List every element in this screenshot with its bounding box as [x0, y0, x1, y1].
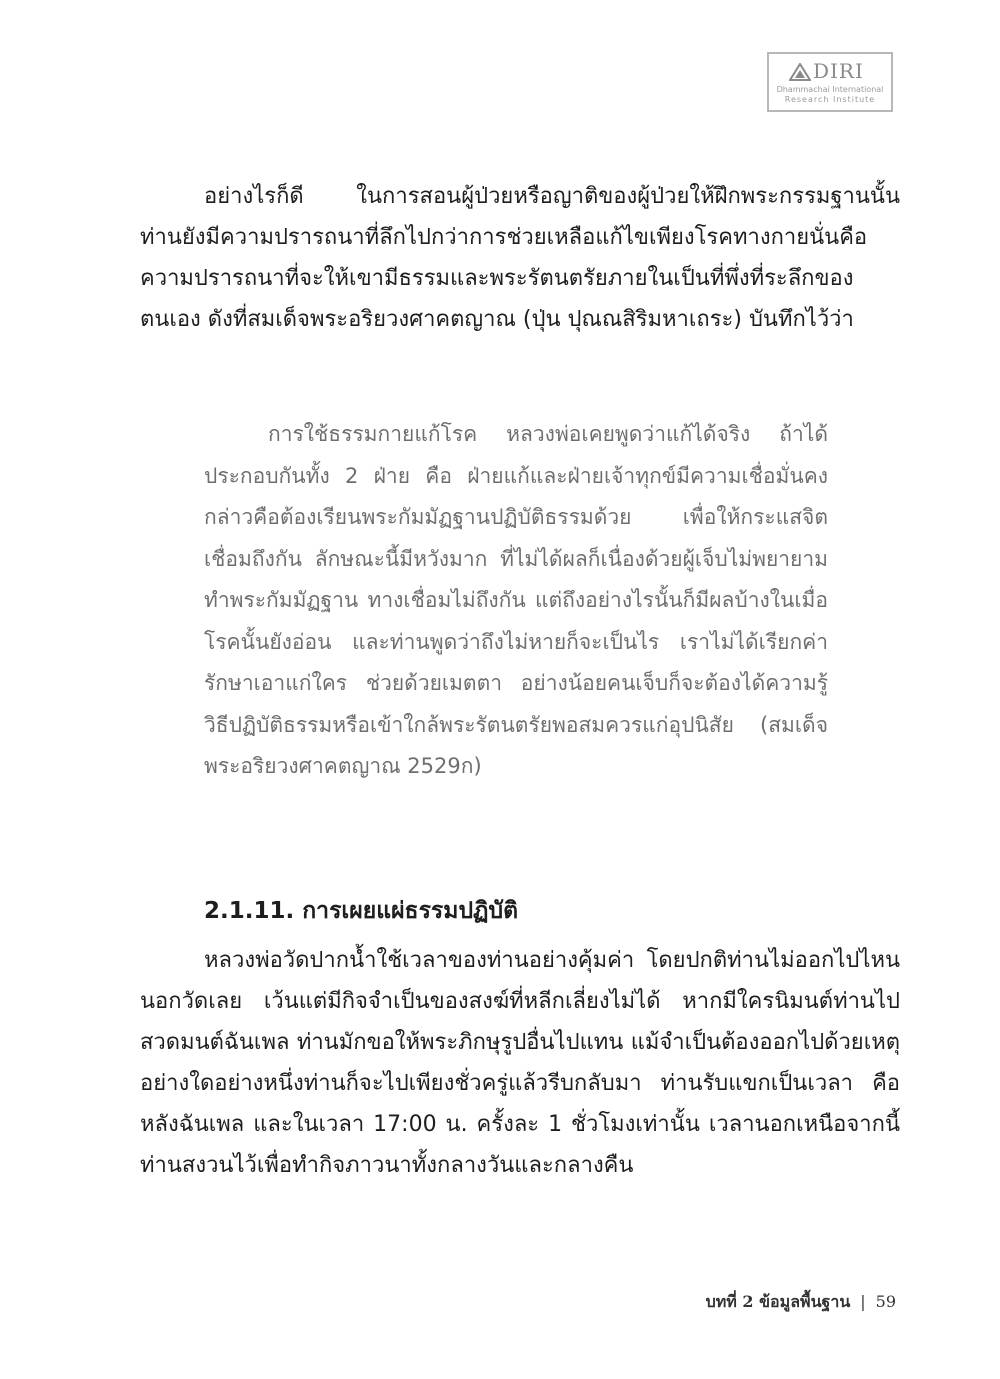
footer-separator: | — [860, 1292, 866, 1311]
section-heading: 2.1.11. การเผยแผ่ธรรมปฏิบัติ — [204, 898, 519, 924]
page-number: 59 — [875, 1292, 896, 1311]
logo-subtitle-line1: Dhammachai International — [776, 85, 884, 94]
body-paragraph-2: หลวงพ่อวัดปากน้ำใช้เวลาของท่านอย่างคุ้มค่า โดยปกติท่านไม่ออกไปไหนนอกวัดเลย เว้นแต่มีกิจจำเป็นของสงฆ์ที่หลีกเลี่ยงไม่ได้ หากมีใครนิมนต์ท่านไปสวดมนต์ฉันเพล ท่านมักขอให้พระภิกษุรูปอื่นไปแทน แม้จำเป็นต้องออกไปด้วยเหตุอย่างใดอย่างหนึ่งท่านก็จะไปเพียงชั่วครู่แล้วรีบกลับมา ท่านรับแขกเป็นเวลา คือหลังฉันเพล และในเวลา 17:00 น. ครั้งละ 1 ชั่วโมงเท่านั้น เวลานอกเหนือจากนี้ท่านสงวนไว้เพื่อทำกิจภาวนาทั้งกลางวันและกลางคืน — [140, 948, 900, 1178]
page-footer — [706, 1290, 896, 1315]
body-paragraph-1: อย่างไรก็ดี ในการสอนผู้ป่วยหรือญาติของผู้ป่วยให้ฝึกพระกรรมฐานนั้น ท่านยังมีความปรารถนาที่ลึกไปกว่าการช่วยเหลือแก้ไขเพียงโรคทางกายนั่นคือความปรารถนาที่จะให้เขามีธรรมและพระรัตนตรัยภายในเป็นที่พึ่งที่ระลึกของตนเอง ดังที่สมเด็จพระอริยวงศาคตญาณ (ปุ่น ปุณณสิริมหาเถระ) บันทึกไว้ว่า — [140, 184, 900, 332]
diri-logo — [767, 52, 893, 112]
logo-subtitle-line2: Research Institute — [784, 95, 876, 104]
footer-chapter-title: บทที่ 2 ข้อมูลพื้นฐาน — [705, 1292, 851, 1311]
logo-name: DIRI — [813, 59, 864, 83]
block-quote: การใช้ธรรมกายแก้โรค หลวงพ่อเคยพูดว่าแก้ได้จริง ถ้าได้ประกอบกันทั้ง 2 ฝ่าย คือ ฝ่ายแก้และฝ่ายเจ้าทุกข์มีความเชื่อมั่นคง กล่าวคือต้องเรียนพระกัมมัฏฐานปฏิบัติธรรมด้วย เพื่อให้กระแสจิตเชื่อมถึงกัน ลักษณะนี้มีหวังมาก ที่ไม่ได้ผลก็เนื่องด้วยผู้เจ็บไม่พยายามทำพระกัมมัฏฐาน ทางเชื่อมไม่ถึงกัน แต่ถึงอย่างไรนั้นก็มีผลบ้างในเมื่อโรคนั้นยังอ่อน และท่านพูดว่าถึงไม่หายก็จะเป็นไร เราไม่ได้เรียกค่ารักษาเอาแก่ใคร ช่วยด้วยเมตตา อย่างน้อยคนเจ็บก็จะต้องได้ความรู้วิธีปฏิบัติธรรมหรือเข้าใกล้พระรัตนตรัยพอสมควรแก่อุปนิสัย (สมเด็จพระอริยวงศาคตญาณ 2529ก) — [204, 422, 828, 778]
triangle-logo-icon — [789, 63, 811, 81]
